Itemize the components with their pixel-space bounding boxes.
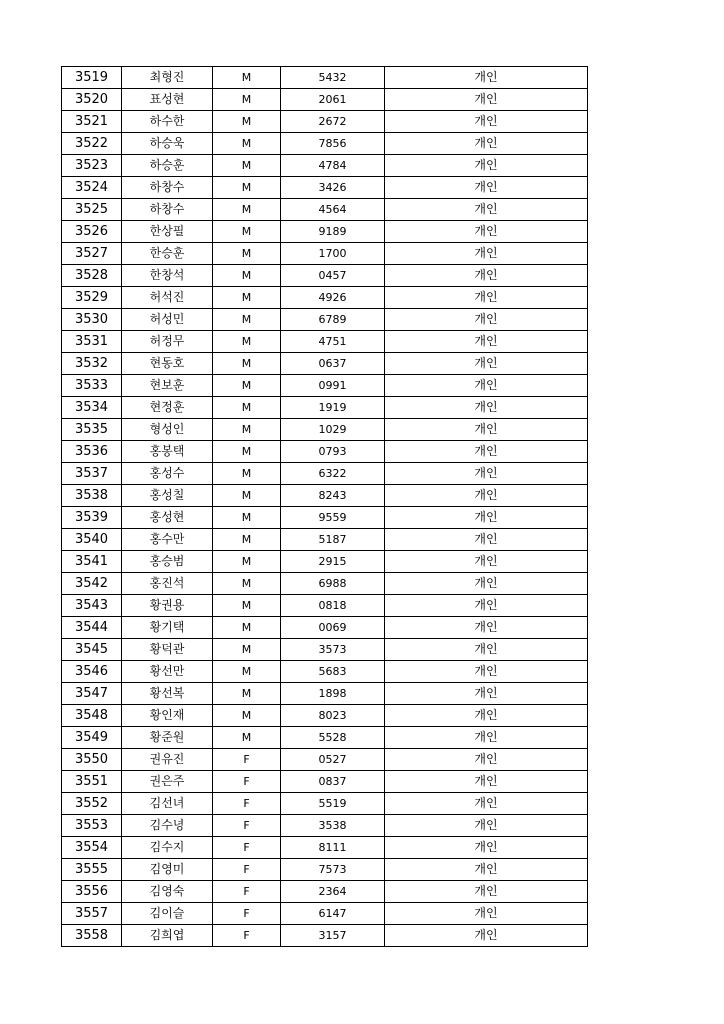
row-number-cell: 3523 [62, 155, 122, 177]
code-cell: 4751 [281, 331, 385, 353]
row-number-cell: 3521 [62, 111, 122, 133]
name-cell: 허정무 [122, 331, 213, 353]
name-cell: 황기택 [122, 617, 213, 639]
row-number-cell: 3543 [62, 595, 122, 617]
code-cell: 2672 [281, 111, 385, 133]
type-cell: 개인 [385, 397, 588, 419]
name-cell: 홍봉택 [122, 441, 213, 463]
type-cell: 개인 [385, 243, 588, 265]
type-cell: 개인 [385, 793, 588, 815]
type-cell: 개인 [385, 375, 588, 397]
table-row [62, 243, 588, 265]
code-cell: 0793 [281, 441, 385, 463]
code-cell: 3426 [281, 177, 385, 199]
table-row [62, 111, 588, 133]
name-cell: 허성민 [122, 309, 213, 331]
gender-cell: M [213, 67, 281, 89]
row-number-cell: 3526 [62, 221, 122, 243]
code-cell: 0837 [281, 771, 385, 793]
name-cell: 권유진 [122, 749, 213, 771]
name-cell: 김수녕 [122, 815, 213, 837]
table-row [62, 595, 588, 617]
table-row [62, 397, 588, 419]
row-number-cell: 3557 [62, 903, 122, 925]
row-number-cell: 3524 [62, 177, 122, 199]
table-row [62, 837, 588, 859]
row-number-cell: 3532 [62, 353, 122, 375]
code-cell: 9559 [281, 507, 385, 529]
code-cell: 8243 [281, 485, 385, 507]
table-row [62, 661, 588, 683]
gender-cell: M [213, 551, 281, 573]
code-cell: 5187 [281, 529, 385, 551]
row-number-cell: 3545 [62, 639, 122, 661]
gender-cell: M [213, 463, 281, 485]
gender-cell: M [213, 199, 281, 221]
code-cell: 1700 [281, 243, 385, 265]
type-cell: 개인 [385, 199, 588, 221]
name-cell: 김희엽 [122, 925, 213, 947]
row-number-cell: 3533 [62, 375, 122, 397]
row-number-cell: 3548 [62, 705, 122, 727]
name-cell: 권은주 [122, 771, 213, 793]
gender-cell: F [213, 881, 281, 903]
row-number-cell: 3542 [62, 573, 122, 595]
table-row [62, 353, 588, 375]
name-cell: 하승욱 [122, 133, 213, 155]
gender-cell: M [213, 705, 281, 727]
table-row [62, 155, 588, 177]
name-cell: 하창수 [122, 177, 213, 199]
type-cell: 개인 [385, 353, 588, 375]
name-cell: 한창석 [122, 265, 213, 287]
table-row [62, 903, 588, 925]
code-cell: 0991 [281, 375, 385, 397]
table-row [62, 617, 588, 639]
type-cell: 개인 [385, 551, 588, 573]
row-number-cell: 3544 [62, 617, 122, 639]
table-row [62, 133, 588, 155]
row-number-cell: 3529 [62, 287, 122, 309]
table-row [62, 67, 588, 89]
code-cell: 6147 [281, 903, 385, 925]
type-cell: 개인 [385, 463, 588, 485]
row-number-cell: 3550 [62, 749, 122, 771]
code-cell: 1898 [281, 683, 385, 705]
gender-cell: M [213, 133, 281, 155]
code-cell: 5528 [281, 727, 385, 749]
type-cell: 개인 [385, 837, 588, 859]
row-number-cell: 3538 [62, 485, 122, 507]
table-row [62, 925, 588, 947]
table-row [62, 727, 588, 749]
gender-cell: F [213, 903, 281, 925]
name-cell: 황선만 [122, 661, 213, 683]
name-cell: 홍성수 [122, 463, 213, 485]
gender-cell: M [213, 485, 281, 507]
row-number-cell: 3535 [62, 419, 122, 441]
gender-cell: F [213, 771, 281, 793]
name-cell: 김영숙 [122, 881, 213, 903]
code-cell: 1029 [281, 419, 385, 441]
name-cell: 김선녀 [122, 793, 213, 815]
name-cell: 홍수만 [122, 529, 213, 551]
row-number-cell: 3519 [62, 67, 122, 89]
type-cell: 개인 [385, 287, 588, 309]
type-cell: 개인 [385, 111, 588, 133]
gender-cell: F [213, 793, 281, 815]
name-cell: 김이슬 [122, 903, 213, 925]
name-cell: 하수한 [122, 111, 213, 133]
table-row [62, 881, 588, 903]
name-cell: 한승훈 [122, 243, 213, 265]
type-cell: 개인 [385, 749, 588, 771]
name-cell: 황준원 [122, 727, 213, 749]
gender-cell: M [213, 639, 281, 661]
row-number-cell: 3540 [62, 529, 122, 551]
type-cell: 개인 [385, 67, 588, 89]
table-row [62, 265, 588, 287]
gender-cell: M [213, 661, 281, 683]
type-cell: 개인 [385, 133, 588, 155]
name-cell: 김영미 [122, 859, 213, 881]
type-cell: 개인 [385, 925, 588, 947]
table-row [62, 529, 588, 551]
name-cell: 홍성현 [122, 507, 213, 529]
gender-cell: M [213, 397, 281, 419]
code-cell: 0457 [281, 265, 385, 287]
code-cell: 7573 [281, 859, 385, 881]
row-number-cell: 3522 [62, 133, 122, 155]
row-number-cell: 3531 [62, 331, 122, 353]
roster-table [61, 66, 588, 947]
gender-cell: M [213, 617, 281, 639]
code-cell: 0069 [281, 617, 385, 639]
type-cell: 개인 [385, 221, 588, 243]
name-cell: 현보훈 [122, 375, 213, 397]
gender-cell: M [213, 155, 281, 177]
gender-cell: F [213, 815, 281, 837]
type-cell: 개인 [385, 89, 588, 111]
table-row [62, 507, 588, 529]
type-cell: 개인 [385, 441, 588, 463]
type-cell: 개인 [385, 331, 588, 353]
code-cell: 3538 [281, 815, 385, 837]
row-number-cell: 3541 [62, 551, 122, 573]
table-row [62, 287, 588, 309]
code-cell: 0818 [281, 595, 385, 617]
name-cell: 허석진 [122, 287, 213, 309]
code-cell: 4564 [281, 199, 385, 221]
gender-cell: F [213, 859, 281, 881]
type-cell: 개인 [385, 573, 588, 595]
row-number-cell: 3520 [62, 89, 122, 111]
type-cell: 개인 [385, 309, 588, 331]
row-number-cell: 3553 [62, 815, 122, 837]
name-cell: 김수지 [122, 837, 213, 859]
code-cell: 6988 [281, 573, 385, 595]
row-number-cell: 3546 [62, 661, 122, 683]
gender-cell: M [213, 331, 281, 353]
row-number-cell: 3547 [62, 683, 122, 705]
code-cell: 3157 [281, 925, 385, 947]
type-cell: 개인 [385, 815, 588, 837]
gender-cell: F [213, 925, 281, 947]
row-number-cell: 3552 [62, 793, 122, 815]
code-cell: 1919 [281, 397, 385, 419]
name-cell: 형성인 [122, 419, 213, 441]
type-cell: 개인 [385, 903, 588, 925]
table-row [62, 683, 588, 705]
row-number-cell: 3551 [62, 771, 122, 793]
row-number-cell: 3530 [62, 309, 122, 331]
table-row [62, 551, 588, 573]
table-row [62, 419, 588, 441]
row-number-cell: 3554 [62, 837, 122, 859]
table-row [62, 573, 588, 595]
type-cell: 개인 [385, 617, 588, 639]
table-row [62, 199, 588, 221]
code-cell: 2061 [281, 89, 385, 111]
table-row [62, 639, 588, 661]
table-row [62, 221, 588, 243]
code-cell: 6789 [281, 309, 385, 331]
gender-cell: M [213, 309, 281, 331]
type-cell: 개인 [385, 859, 588, 881]
code-cell: 6322 [281, 463, 385, 485]
roster-table-body [62, 67, 588, 947]
gender-cell: M [213, 243, 281, 265]
row-number-cell: 3528 [62, 265, 122, 287]
gender-cell: M [213, 727, 281, 749]
code-cell: 5519 [281, 793, 385, 815]
row-number-cell: 3549 [62, 727, 122, 749]
type-cell: 개인 [385, 265, 588, 287]
name-cell: 현동호 [122, 353, 213, 375]
gender-cell: F [213, 837, 281, 859]
gender-cell: M [213, 507, 281, 529]
row-number-cell: 3525 [62, 199, 122, 221]
name-cell: 최형진 [122, 67, 213, 89]
table-row [62, 485, 588, 507]
row-number-cell: 3539 [62, 507, 122, 529]
type-cell: 개인 [385, 771, 588, 793]
table-row [62, 771, 588, 793]
gender-cell: M [213, 89, 281, 111]
type-cell: 개인 [385, 705, 588, 727]
code-cell: 4784 [281, 155, 385, 177]
code-cell: 2364 [281, 881, 385, 903]
gender-cell: M [213, 177, 281, 199]
name-cell: 하승훈 [122, 155, 213, 177]
gender-cell: F [213, 749, 281, 771]
row-number-cell: 3537 [62, 463, 122, 485]
name-cell: 하창수 [122, 199, 213, 221]
type-cell: 개인 [385, 639, 588, 661]
gender-cell: M [213, 375, 281, 397]
type-cell: 개인 [385, 595, 588, 617]
gender-cell: M [213, 221, 281, 243]
gender-cell: M [213, 287, 281, 309]
table-row [62, 815, 588, 837]
table-row [62, 441, 588, 463]
name-cell: 황덕관 [122, 639, 213, 661]
type-cell: 개인 [385, 419, 588, 441]
roster-sheet [61, 66, 587, 947]
row-number-cell: 3558 [62, 925, 122, 947]
name-cell: 황인재 [122, 705, 213, 727]
table-row [62, 375, 588, 397]
gender-cell: M [213, 529, 281, 551]
row-number-cell: 3527 [62, 243, 122, 265]
gender-cell: M [213, 419, 281, 441]
code-cell: 2915 [281, 551, 385, 573]
name-cell: 한상필 [122, 221, 213, 243]
type-cell: 개인 [385, 529, 588, 551]
type-cell: 개인 [385, 485, 588, 507]
table-row [62, 309, 588, 331]
gender-cell: M [213, 595, 281, 617]
name-cell: 표성현 [122, 89, 213, 111]
gender-cell: M [213, 265, 281, 287]
gender-cell: M [213, 111, 281, 133]
table-row [62, 793, 588, 815]
name-cell: 황권용 [122, 595, 213, 617]
type-cell: 개인 [385, 881, 588, 903]
code-cell: 3573 [281, 639, 385, 661]
table-row [62, 705, 588, 727]
name-cell: 황선복 [122, 683, 213, 705]
table-row [62, 89, 588, 111]
code-cell: 8111 [281, 837, 385, 859]
gender-cell: M [213, 441, 281, 463]
type-cell: 개인 [385, 507, 588, 529]
code-cell: 5432 [281, 67, 385, 89]
type-cell: 개인 [385, 155, 588, 177]
code-cell: 7856 [281, 133, 385, 155]
row-number-cell: 3534 [62, 397, 122, 419]
gender-cell: M [213, 683, 281, 705]
type-cell: 개인 [385, 683, 588, 705]
code-cell: 8023 [281, 705, 385, 727]
gender-cell: M [213, 353, 281, 375]
name-cell: 홍승범 [122, 551, 213, 573]
table-row [62, 749, 588, 771]
type-cell: 개인 [385, 177, 588, 199]
type-cell: 개인 [385, 727, 588, 749]
code-cell: 5683 [281, 661, 385, 683]
table-row [62, 331, 588, 353]
code-cell: 4926 [281, 287, 385, 309]
row-number-cell: 3556 [62, 881, 122, 903]
name-cell: 현정훈 [122, 397, 213, 419]
table-row [62, 177, 588, 199]
code-cell: 0637 [281, 353, 385, 375]
name-cell: 홍진석 [122, 573, 213, 595]
code-cell: 0527 [281, 749, 385, 771]
table-row [62, 463, 588, 485]
row-number-cell: 3536 [62, 441, 122, 463]
table-row [62, 859, 588, 881]
gender-cell: M [213, 573, 281, 595]
type-cell: 개인 [385, 661, 588, 683]
name-cell: 홍성칠 [122, 485, 213, 507]
row-number-cell: 3555 [62, 859, 122, 881]
code-cell: 9189 [281, 221, 385, 243]
